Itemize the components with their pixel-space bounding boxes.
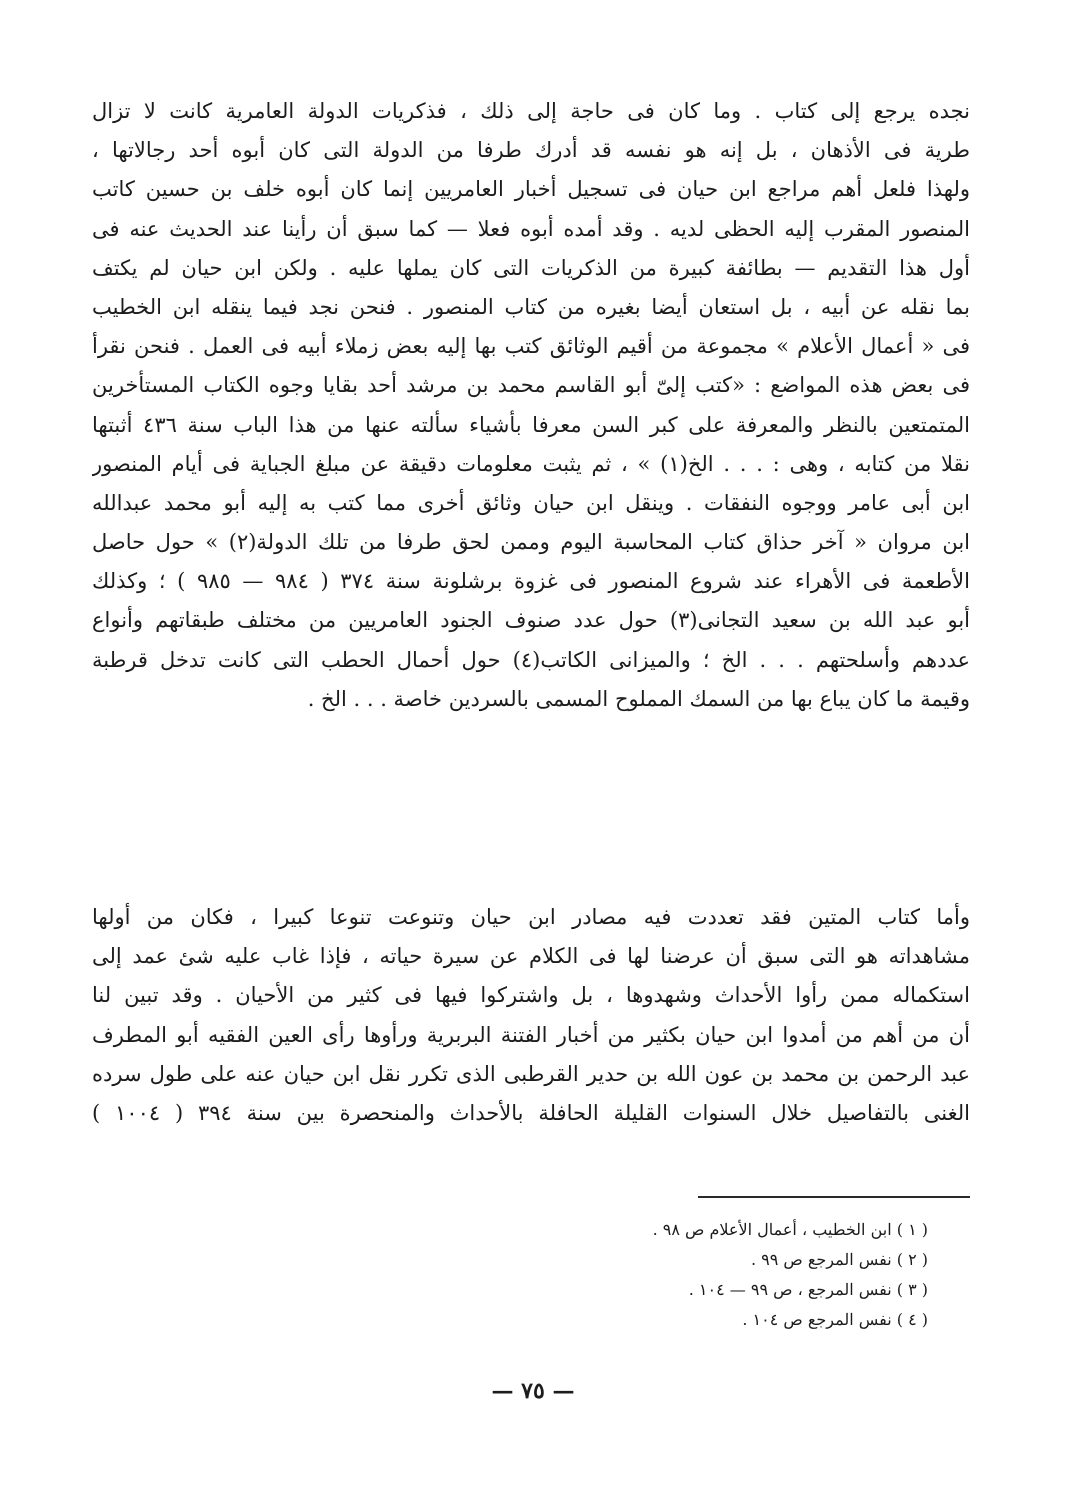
text-line: مشاهداته هو التى سبق أن عرضنا لها فى الكلام عن سيرة حياته ، فإذا غاب عليه شئ عمد إلى [92, 944, 970, 969]
text-line: نقلا من كتابه ، وهى : . . . الخ(١) » ، ثم يثبت معلومات دقيقة عن مبلغ الجباية فى أيام المنصور [92, 451, 970, 476]
text-line: وقيمة ما كان يباع بها من السمك المملوح المسمى بالسردين خاصة . . . الخ . [307, 686, 970, 711]
paragraph-2 [92, 898, 970, 1133]
text-line: الأطعمة فى الأهراء عند شروع المنصور فى غزوة برشلونة سنة ٣٧٤ ( ٩٨٤ — ٩٨٥ ) ؛ وكذلك [92, 569, 970, 594]
text-line: أن من أهم من أمدوا ابن حيان بكثير من أخبار الفتنة البربرية ورأوها رأى العين الفقيه أبو المطرف [92, 1022, 970, 1047]
text-line: أبو عبد الله بن سعيد التجانى(٣) حول عدد صنوف الجنود العامريين من مختلف طبقاتهم وأنواع [92, 608, 970, 633]
text-line: أول هذا التقديم — بطائفة كبيرة من الذكريات التى كان يملها عليه . ولكن ابن حيان لم يكتف [92, 255, 970, 280]
footnote-1: ( ١ ) ابن الخطيب ، أعمال الأعلام ص ٩٨ . [652, 1220, 928, 1239]
text-line: المنصور المقرب إليه الحظى لديه . وقد أمده أبوه فعلا — كما سبق أن رأينا عند الحديث عنه فى [92, 216, 970, 241]
text-line: المتمتعين بالنظر والمعرفة على كبر السن معرفا بأشياء سألته عنها من هذا الباب سنة ٤٣٦ أثبتها [92, 412, 970, 437]
footnotes [408, 1215, 928, 1335]
text-line: استكماله ممن رأوا الأحداث وشهدوها ، بل واشتركوا فيها فى كثير من الأحيان . وقد تبين لنا [92, 983, 970, 1008]
page-number: — ٧٥ — [491, 1378, 575, 1404]
text-line: عبد الرحمن بن محمد بن عون الله بن حدير القرطبى الذى تكرر نقل ابن حيان عنه على طول سرده [92, 1061, 970, 1086]
paragraph-1 [92, 92, 970, 719]
text-line: نجده يرجع إلى كتاب . وما كان فى حاجة إلى ذلك ، فذكريات الدولة العامرية كانت لا تزال [92, 99, 970, 123]
footnote-divider [698, 1196, 970, 1198]
text-line: بما نقله عن أبيه ، بل استعان أيضا بغيره من كتاب المنصور . فنحن نجد فيما ينقله ابن الخطيب [92, 294, 970, 319]
footnote-2: ( ٢ ) نفس المرجع ص ٩٩ . [750, 1250, 928, 1269]
text-line: الغنى بالتفاصيل خلال السنوات القليلة الحافلة بالأحداث والمنحصرة بين سنة ٣٩٤ ( ١٠٠٤ ) [92, 1100, 970, 1125]
text-line: وأما كتاب المتين فقد تعددت فيه مصادر ابن حيان وتنوعت تنوعا كبيرا ، فكان من أولها [92, 905, 970, 929]
footnote-3: ( ٣ ) نفس المرجع ، ص ٩٩ — ١٠٤ . [688, 1280, 928, 1299]
text-line: ابن أبى عامر ووجوه النفقات . وينقل ابن حيان وثائق أخرى مما كتب به إليه أبو محمد عبدالله [92, 490, 970, 515]
text-line: عددهم وأسلحتهم . . . الخ ؛ والميزانى الكاتب(٤) حول أحمال الحطب التى كانت تدخل قرطبة [92, 647, 970, 672]
footnote-4: ( ٤ ) نفس المرجع ص ١٠٤ . [742, 1310, 928, 1329]
text-line: فى بعض هذه المواضع : «كتب إلىّ أبو القاسم محمد بن مرشد أحد بقايا وجوه الكتاب المستأخرين [92, 373, 970, 398]
text-line: فى « أعمال الأعلام » مجموعة من أقيم الوثائق كتب بها إليه بعض زملاء أبيه فى العمل . فنحن نقرأ [92, 334, 970, 359]
text-line: ولهذا فلعل أهم مراجع ابن حيان فى تسجيل أخبار العامريين إنما كان أبوه خلف بن حسين كاتب [92, 177, 970, 202]
text-line: طرية فى الأذهان ، بل إنه هو نفسه قد أدرك طرفا من الدولة التى كان أبوه أحد رجالاتها ، [92, 138, 970, 163]
text-line: ابن مروان « آخر حذاق كتاب المحاسبة اليوم وممن لحق طرفا من تلك الدولة(٢) » حول حاصل [92, 530, 970, 555]
